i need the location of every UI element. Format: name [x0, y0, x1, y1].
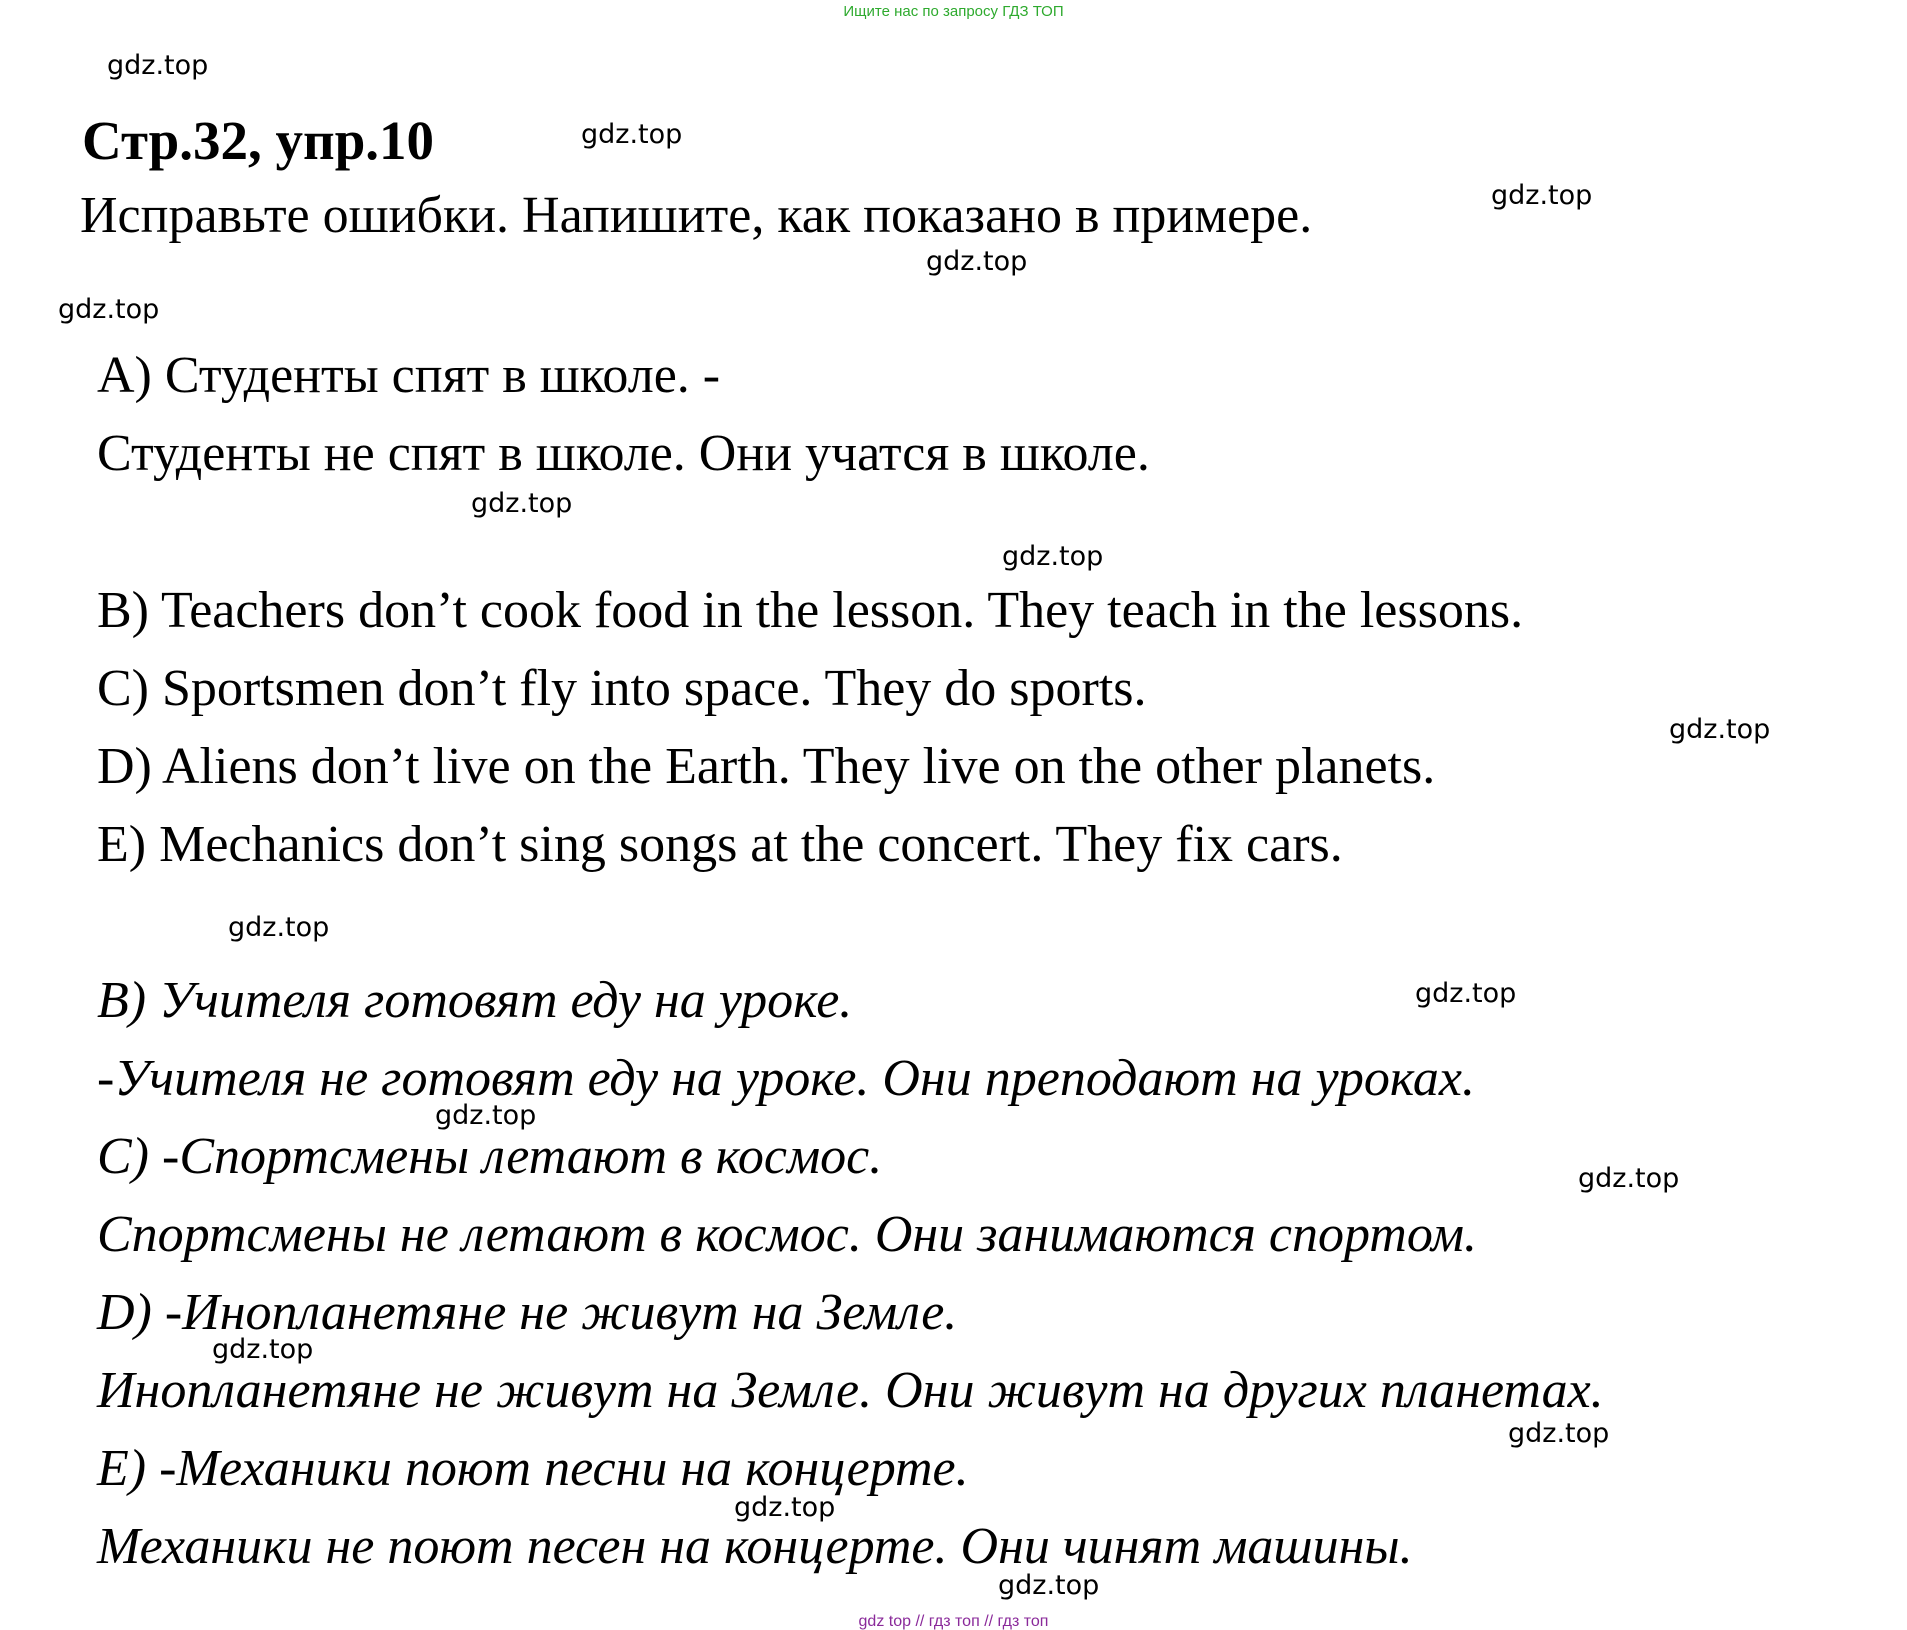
translation-line: D) -Инопланетяне не живут на Земле.	[97, 1284, 958, 1341]
watermark: gdz.top	[435, 1100, 537, 1131]
translation-line: Инопланетяне не живут на Земле. Они живут на других планетах.	[97, 1362, 1604, 1419]
watermark: gdz.top	[926, 246, 1028, 277]
english-answer-line: D) Aliens don’t live on the Earth. They live on the other planets.	[97, 738, 1436, 795]
translation-line: -Учителя не готовят еду на уроке. Они преподают на уроках.	[97, 1050, 1475, 1107]
watermark: gdz.top	[212, 1334, 314, 1365]
watermark: gdz.top	[581, 119, 683, 150]
english-answer-line: E) Mechanics don’t sing songs at the concert. They fix cars.	[97, 816, 1343, 873]
watermark: gdz.top	[1508, 1418, 1610, 1449]
watermark: gdz.top	[1002, 541, 1104, 572]
watermark: gdz.top	[58, 294, 160, 325]
watermark: gdz.top	[1491, 180, 1593, 211]
watermark: gdz.top	[228, 912, 330, 943]
english-answer-line: C) Sportsmen don’t fly into space. They do sports.	[97, 660, 1147, 717]
translation-line: Спортсмены не летают в космос. Они занимаются спортом.	[97, 1206, 1478, 1263]
translation-line: C) -Спортсмены летают в космос.	[97, 1128, 883, 1185]
watermark: gdz.top	[1669, 714, 1771, 745]
footer-links[interactable]: gdz top // гдз топ // гдз топ	[858, 1613, 1049, 1630]
example-line: Студенты не спят в школе. Они учатся в школе.	[97, 425, 1150, 482]
task-instruction: Исправьте ошибки. Напишите, как показано в примере.	[80, 187, 1313, 244]
translation-line: Механики не поют песен на концерте. Они чинят машины.	[97, 1518, 1413, 1575]
translation-line: E) -Механики поют песни на концерте.	[97, 1440, 969, 1497]
watermark: gdz.top	[471, 488, 573, 519]
page-title: Стр.32, упр.10	[82, 110, 435, 171]
watermark: gdz.top	[998, 1570, 1100, 1601]
english-answer-line: B) Teachers don’t cook food in the lesson. They teach in the lessons.	[97, 582, 1524, 639]
watermark: gdz.top	[107, 50, 209, 81]
example-line: A) Студенты спят в школе. -	[97, 347, 721, 404]
top-search-banner[interactable]: Ищите нас по запросу ГДЗ ТОП	[843, 3, 1064, 20]
translation-line: B) Учителя готовят еду на уроке.	[97, 972, 853, 1029]
watermark: gdz.top	[734, 1492, 836, 1523]
watermark: gdz.top	[1415, 978, 1517, 1009]
watermark: gdz.top	[1578, 1163, 1680, 1194]
